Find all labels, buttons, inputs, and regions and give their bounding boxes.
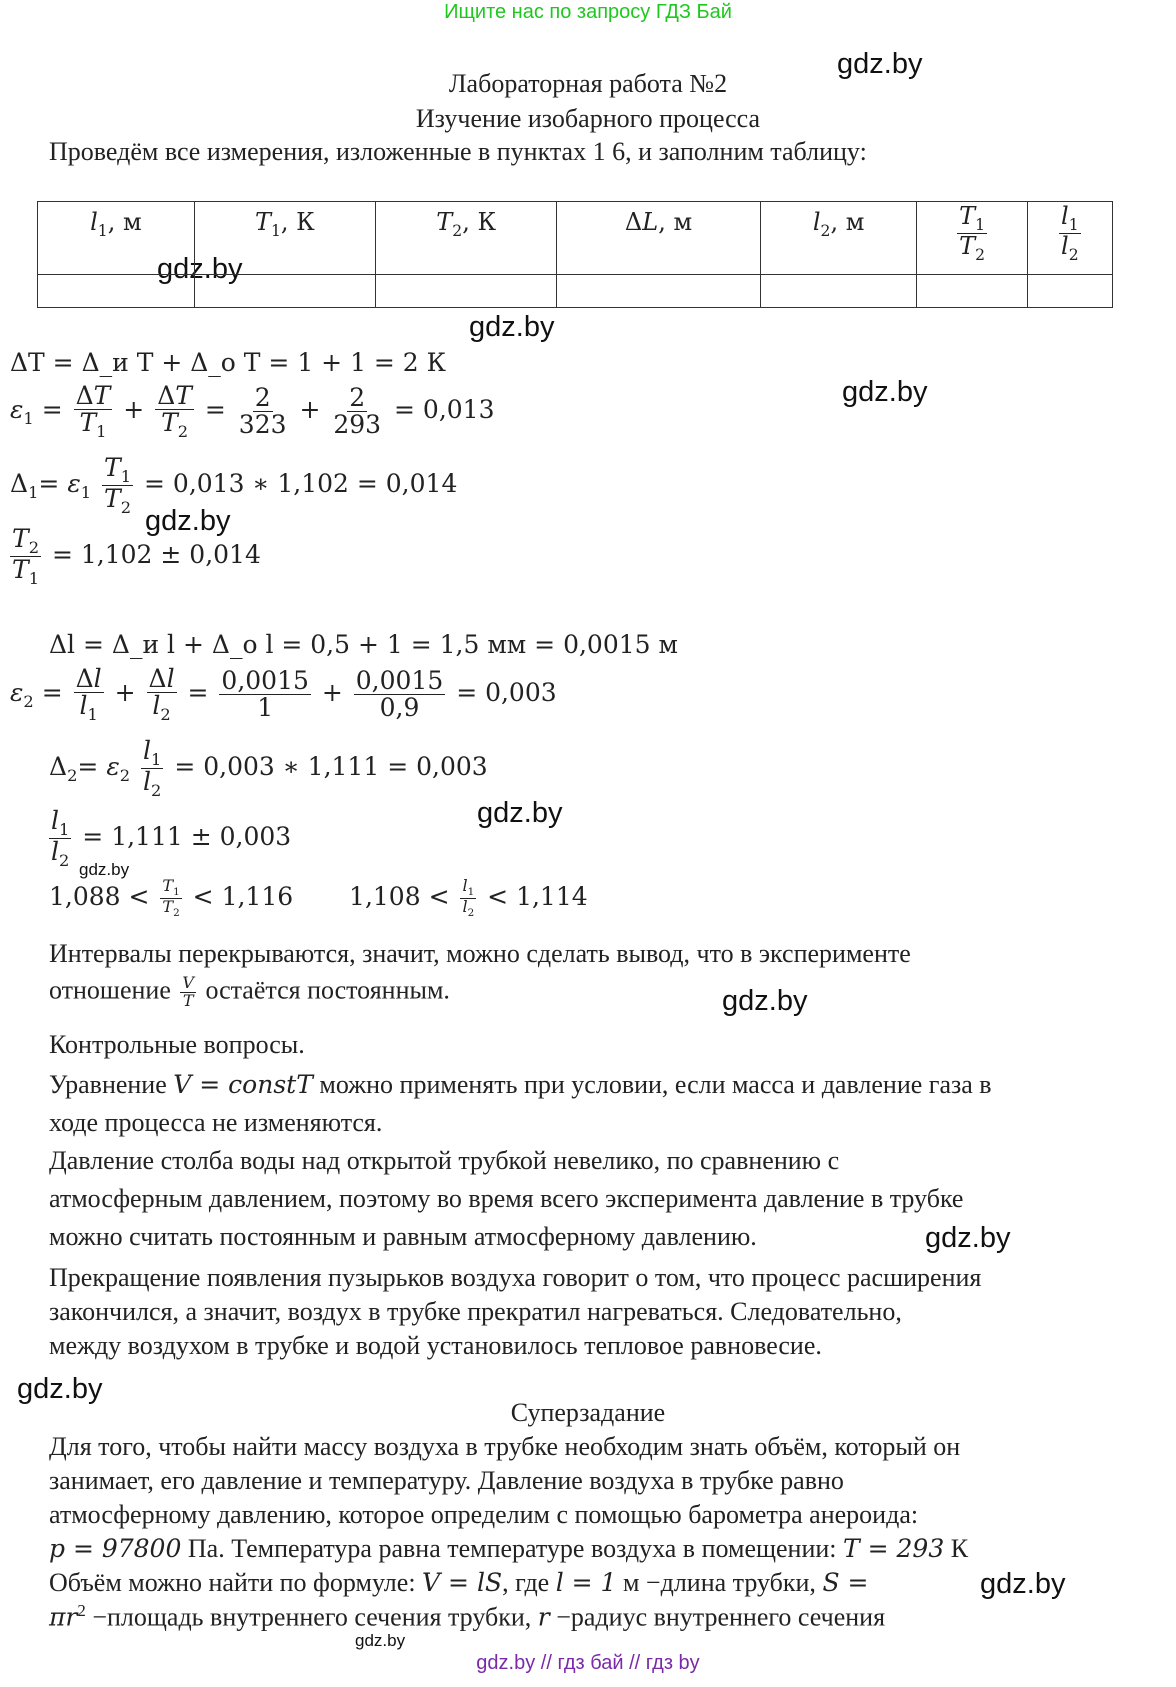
table-cell — [376, 275, 557, 308]
super-line6: $\pi r^2$ −площадь внутреннего сечения трубки, r −радиус внутреннего сечения — [49, 1601, 886, 1632]
table-cell — [557, 275, 760, 308]
watermark: gdz.by — [17, 1373, 103, 1405]
formula-intervals: 1,088 < $\frac{T_1}{T_2}$ < 1,116 1,108 < $\frac{l_1}{l_2}$ < 1,114 — [49, 876, 588, 920]
measurement-table — [37, 201, 1113, 308]
table-row — [38, 275, 1113, 308]
top-banner[interactable]: Ищите нас по запросу ГДЗ Бай — [444, 1, 732, 23]
table-header-cell: ΔL, м — [557, 202, 760, 275]
watermark: gdz.by — [925, 1222, 1011, 1254]
formula-ratioL: $\frac{l_1}{l_2}$ = 1,111 ± 0,003 — [51, 806, 292, 871]
super-line4: p = 97800 Па. Температура равна температуре воздуха в помещении: T = 293 К — [49, 1534, 969, 1563]
watermark: gdz.by — [980, 1568, 1066, 1600]
table-header-cell: $l_2$, м — [760, 202, 917, 275]
q1-line2: ходе процесса не изменяются. — [49, 1108, 383, 1137]
lab-title: Лабораторная работа №2 — [448, 69, 728, 98]
intro-text: Проведём все измерения, изложенные в пунктах 1 6, и заполним таблицу: — [49, 137, 867, 166]
super-line2: занимает, его давление и температуру. Давление воздуха в трубке равно — [49, 1466, 844, 1495]
watermark: gdz.by — [355, 1631, 406, 1650]
watermark: gdz.by — [837, 48, 923, 80]
table-cell — [38, 275, 195, 308]
table-cell — [760, 275, 917, 308]
table-header-cell: $T_1$, К — [194, 202, 375, 275]
table-header-cell: $l_1$, м — [38, 202, 195, 275]
watermark: gdz.by — [79, 860, 130, 879]
watermark: gdz.by — [157, 253, 243, 285]
q1-line1: Уравнение V = constT можно применять при условии, если масса и давление газа в — [49, 1070, 992, 1099]
super-line5: Объём можно найти по формуле: V = lS, где l = 1 м −длина трубки, S = — [49, 1568, 869, 1597]
q3-line3: между воздухом в трубке и водой установилось тепловое равновесие. — [49, 1331, 822, 1360]
control-title: Контрольные вопросы. — [49, 1030, 305, 1059]
watermark: gdz.by — [842, 376, 928, 408]
table-cell — [194, 275, 375, 308]
table-header-cell: $T_2$, К — [376, 202, 557, 275]
table-cell — [917, 275, 1027, 308]
formula-delta1: $\Delta_1= \varepsilon_1$ $\frac{T_1}{T_2}$ = 0,013 ∗ 1,102 = 0,014 — [10, 453, 458, 518]
q2-line2: атмосферным давлением, поэтому во время всего эксперимента давление в трубке — [49, 1184, 964, 1213]
watermark: gdz.by — [145, 505, 231, 537]
formula-dl: Δl = Δ_и l + Δ_о l = 0,5 + 1 = 1,5 мм = 0,0015 м — [49, 630, 678, 659]
table-header-row — [38, 202, 1113, 275]
q3-line1: Прекращение появления пузырьков воздуха говорит о том, что процесс расширения — [49, 1263, 982, 1292]
table-header-cell: $\frac{l_1}{l_2}$ — [1027, 202, 1112, 275]
formula-eps2: $\varepsilon_2$ = $\frac{\Delta l}{l_1}$ + $\frac{\Delta l}{l_2}$ = $\frac{0,0015}{1}$ + $\frac{0,0015}{0,9}$ = 0,003 — [10, 664, 557, 725]
q2-line1: Давление столба воды над открытой трубкой невелико, по сравнению с — [49, 1146, 840, 1175]
table-cell — [1027, 275, 1112, 308]
table-header-cell: $\frac{T_1}{T_2}$ — [917, 202, 1027, 275]
conclusion-line1: Интервалы перекрываются, значит, можно сделать вывод, что в эксперименте — [49, 939, 911, 968]
lab-subtitle: Изучение изобарного процесса — [415, 104, 761, 133]
footer-links[interactable]: gdz.by // гдз бай // гдз by — [476, 1652, 700, 1674]
conclusion-line2: отношение $\frac{V}{T}$ остаётся постоянным. — [49, 973, 450, 1010]
formula-eps1: $\varepsilon_1$ = $\frac{\Delta T}{T_1}$ + $\frac{\Delta T}{T_2}$ = $\frac{2}{323}$ + $\frac{2}{293}$ = 0,013 — [10, 381, 495, 442]
watermark: gdz.by — [477, 797, 563, 829]
q3-line2: закончился, а значит, воздух в трубке прекратил нагреваться. Следовательно, — [49, 1297, 902, 1326]
super-title: Суперзадание — [510, 1398, 666, 1427]
formula-ratioT: $\frac{T_2}{T_1}$ = 1,102 ± 0,014 — [12, 524, 261, 589]
formula-dT: ΔT = Δ_и T + Δ_о T = 1 + 1 = 2 К — [10, 348, 447, 377]
q2-line3: можно считать постоянным и равным атмосферному давлению. — [49, 1222, 757, 1251]
watermark: gdz.by — [469, 311, 555, 343]
watermark: gdz.by — [722, 985, 808, 1017]
super-line3: атмосферному давлению, которое определим с помощью барометра анероида: — [49, 1500, 919, 1529]
formula-delta2: $\Delta_2= \varepsilon_2$ $\frac{l_1}{l_2}$ = 0,003 ∗ 1,111 = 0,003 — [49, 736, 488, 801]
super-line1: Для того, чтобы найти массу воздуха в трубке необходим знать объём, который он — [49, 1432, 961, 1461]
